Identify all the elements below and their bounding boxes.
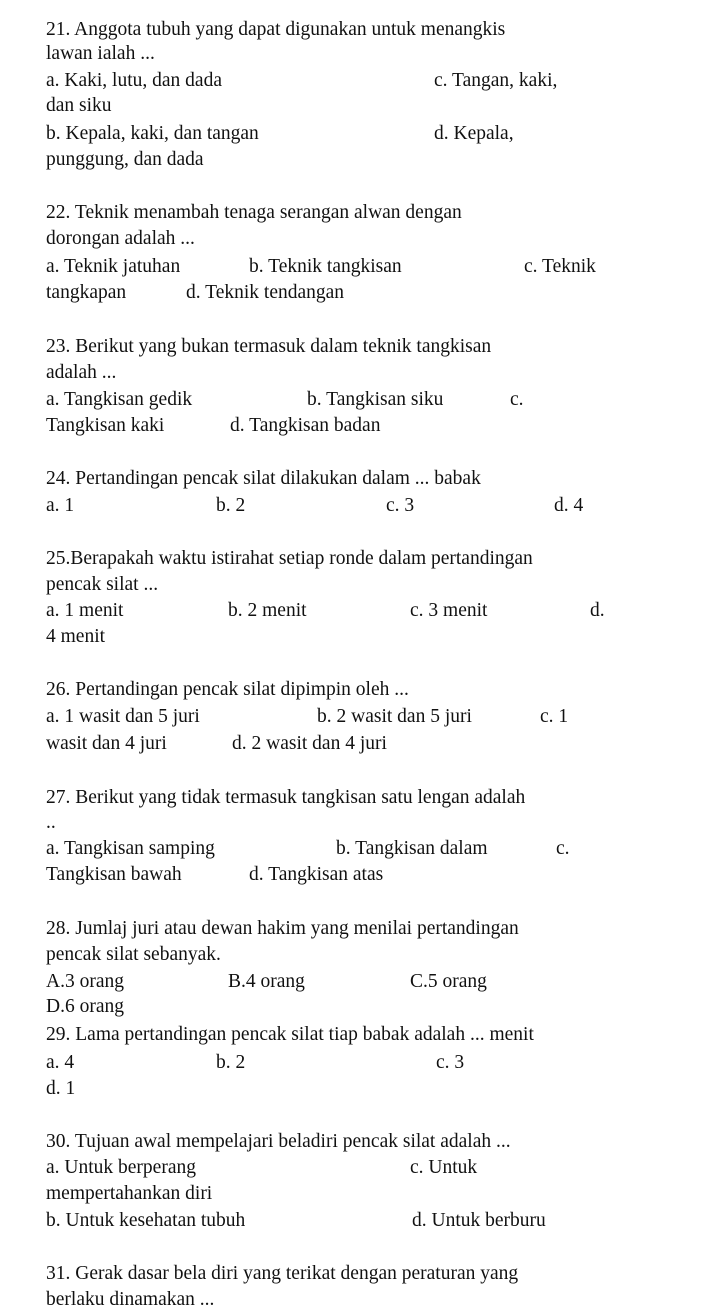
- question-30-text: 30. Tujuan awal mempelajari beladiri pencak silat adalah ...: [46, 1131, 511, 1152]
- question-25-options-row: [0, 624, 706, 650]
- option-b: b. Teknik tangkisan: [249, 256, 402, 277]
- question-22-text: 22. Teknik menambah tenaga serangan alwan dengan: [46, 202, 462, 223]
- option-a: a. 1 wasit dan 5 juri: [46, 706, 200, 727]
- question-27-options-row: [0, 862, 706, 888]
- option-b: b. Tangkisan siku: [307, 389, 444, 410]
- option-c: c. 1: [540, 706, 569, 727]
- question-31-text-cont: berlaku dinamakan ...: [46, 1289, 215, 1310]
- question-22-text-cont: dorongan adalah ...: [46, 228, 195, 249]
- option-c: c.: [510, 389, 524, 410]
- option-b: b. 2: [216, 495, 246, 516]
- question-24-options-row: [0, 493, 706, 519]
- question-21-text: 21. Anggota tubuh yang dapat digunakan untuk menangkis: [46, 19, 506, 40]
- option-c-cont: dan siku: [46, 95, 112, 116]
- question-21-options-row: [0, 68, 706, 94]
- question-25-text-cont: pencak silat ...: [46, 574, 159, 595]
- question-21-options-row: [0, 121, 706, 147]
- question-21-options-row: [0, 93, 706, 119]
- option-c: c. Teknik: [524, 256, 596, 277]
- option-d: d. Kepala,: [434, 123, 514, 144]
- option-a: a. 4: [46, 1052, 75, 1073]
- option-c: c. 3: [436, 1052, 465, 1073]
- option-a: a. Tangkisan gedik: [46, 389, 193, 410]
- option-c-cont: Tangkisan kaki: [46, 415, 165, 436]
- option-d: d. Tangkisan atas: [249, 864, 384, 885]
- question-31-text: 31. Gerak dasar bela diri yang terikat dengan peraturan yang: [46, 1263, 519, 1284]
- option-d: d. Untuk berburu: [412, 1210, 546, 1231]
- option-a: a. Tangkisan samping: [46, 838, 215, 859]
- option-b: b. Untuk kesehatan tubuh: [46, 1210, 246, 1231]
- option-b: b. Tangkisan dalam: [336, 838, 488, 859]
- question-28-text: 28. Jumlaj juri atau dewan hakim yang menilai pertandingan: [46, 918, 519, 939]
- question-27-text-cont: ..: [46, 812, 56, 833]
- option-d: d. 2 wasit dan 4 juri: [232, 733, 387, 754]
- option-c: c. Untuk: [410, 1157, 478, 1178]
- option-d: D.6 orang: [46, 996, 124, 1017]
- option-b: b. Kepala, kaki, dan tangan: [46, 123, 259, 144]
- question-23-text-cont: adalah ...: [46, 362, 117, 383]
- question-25-text: 25.Berapakah waktu istirahat setiap ronde dalam pertandingan: [46, 548, 533, 569]
- option-b: b. 2: [216, 1052, 246, 1073]
- question-30-options-row: [0, 1155, 706, 1181]
- option-b: b. 2 wasit dan 5 juri: [317, 706, 472, 727]
- option-d: d. Teknik tendangan: [186, 282, 345, 303]
- option-c: c. 3 menit: [410, 600, 488, 621]
- option-c: c. Tangan, kaki,: [434, 70, 558, 91]
- option-d-cont: 4 menit: [46, 626, 106, 647]
- option-d: d. 4: [554, 495, 584, 516]
- option-a: a. Untuk berperang: [46, 1157, 196, 1178]
- question-29-text: 29. Lama pertandingan pencak silat tiap babak adalah ... menit: [46, 1024, 534, 1045]
- question-22-options-row: [0, 280, 706, 306]
- question-21-text-cont: lawan ialah ...: [46, 43, 155, 64]
- question-28-options-row: [0, 969, 706, 995]
- option-a: a. Kaki, lutu, dan dada: [46, 70, 222, 91]
- question-26-text: 26. Pertandingan pencak silat dipimpin oleh ...: [46, 679, 409, 700]
- question-29-options-row: [0, 1076, 706, 1102]
- option-d: d. 1: [46, 1078, 76, 1099]
- option-d: d. Tangkisan badan: [230, 415, 381, 436]
- question-24-text: 24. Pertandingan pencak silat dilakukan dalam ... babak: [46, 468, 481, 489]
- option-c: c. 3: [386, 495, 415, 516]
- option-c: C.5 orang: [410, 971, 487, 992]
- option-c-cont: Tangkisan bawah: [46, 864, 182, 885]
- question-29-options-row: [0, 1050, 706, 1076]
- option-c-cont: tangkapan: [46, 282, 127, 303]
- question-22-options-row: [0, 254, 706, 280]
- question-21-options-row: [0, 147, 706, 173]
- question-23-options-row: [0, 387, 706, 413]
- question-28-text-cont: pencak silat sebanyak.: [46, 944, 221, 965]
- option-c-cont: wasit dan 4 juri: [46, 733, 167, 754]
- question-26-options-row: [0, 704, 706, 730]
- question-27-text: 27. Berikut yang tidak termasuk tangkisan satu lengan adalah: [46, 787, 526, 808]
- option-d-cont: punggung, dan dada: [46, 149, 204, 170]
- option-d: d.: [590, 600, 605, 621]
- question-23-text: 23. Berikut yang bukan termasuk dalam teknik tangkisan: [46, 336, 492, 357]
- question-27-options-row: [0, 836, 706, 862]
- option-b: b. 2 menit: [228, 600, 307, 621]
- question-30-options-row: [0, 1181, 706, 1207]
- option-b: B.4 orang: [228, 971, 305, 992]
- option-a: A.3 orang: [46, 971, 124, 992]
- option-a: a. 1: [46, 495, 75, 516]
- question-28-options-row: [0, 994, 706, 1020]
- option-a: a. 1 menit: [46, 600, 124, 621]
- question-23-options-row: [0, 413, 706, 439]
- option-c: c.: [556, 838, 570, 859]
- question-26-options-row: [0, 731, 706, 757]
- option-a: a. Teknik jatuhan: [46, 256, 181, 277]
- question-30-options-row: [0, 1208, 706, 1234]
- question-25-options-row: [0, 598, 706, 624]
- option-c-cont: mempertahankan diri: [46, 1183, 213, 1204]
